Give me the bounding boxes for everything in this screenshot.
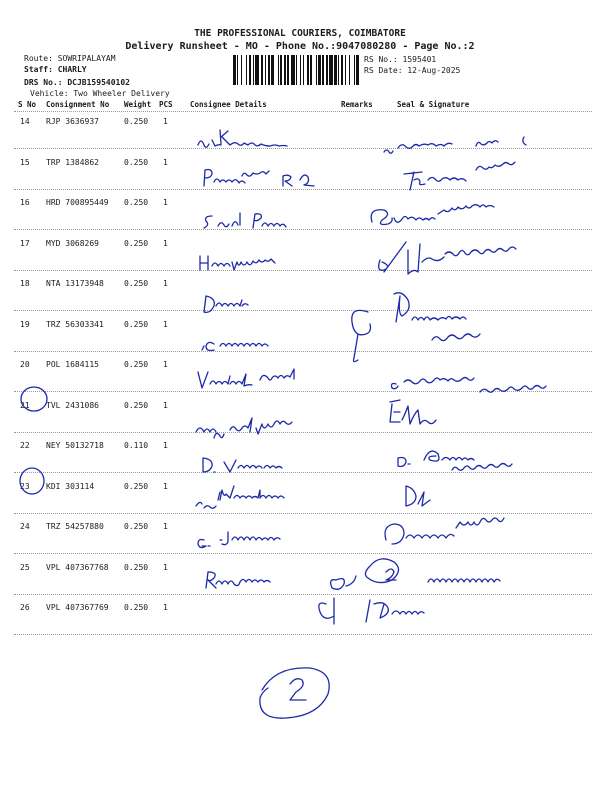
row-serial-number: 18 xyxy=(20,279,30,288)
row-pcs: 1 xyxy=(163,522,168,531)
row-pcs: 1 xyxy=(163,320,168,329)
row-weight: 0.250 xyxy=(124,158,149,167)
row-weight: 0.250 xyxy=(124,320,149,329)
seal-signature-row-15 xyxy=(404,162,515,190)
row-divider xyxy=(14,513,592,514)
row-divider xyxy=(14,391,592,392)
row-weight: 0.110 xyxy=(124,441,149,450)
seal-signature-row-21 xyxy=(390,400,436,424)
row-pcs: 1 xyxy=(163,360,168,369)
row-pcs: 1 xyxy=(163,563,168,572)
col-consignment: Consignment No xyxy=(46,100,110,109)
row-weight: 0.250 xyxy=(124,482,149,491)
consignee-signature-row-14 xyxy=(198,130,287,147)
row-consignment-number: NEY 50132718 xyxy=(46,441,104,450)
row-weight: 0.250 xyxy=(124,603,149,612)
row-consignment-number: MYD 3068269 xyxy=(46,239,99,248)
row-serial-number: 14 xyxy=(20,117,30,126)
row-weight: 0.250 xyxy=(124,117,149,126)
row-consignment-number: RJP 3636937 xyxy=(46,117,99,126)
consignee-signature-row-22 xyxy=(203,458,282,472)
row-serial-number: 25 xyxy=(20,563,30,572)
row-serial-number: 15 xyxy=(20,158,30,167)
staff-label: Staff: CHARLY xyxy=(24,65,87,74)
row-serial-number: 17 xyxy=(20,239,30,248)
rs-date: RS Date: 12-Aug-2025 xyxy=(364,66,461,75)
row-weight: 0.250 xyxy=(124,239,149,248)
row-weight: 0.250 xyxy=(124,522,149,531)
row-serial-number: 21 xyxy=(20,401,30,410)
row-consignment-number: TRP 1384862 xyxy=(46,158,99,167)
seal-signature-row-25-stamp xyxy=(331,559,500,590)
row-divider xyxy=(14,148,592,149)
col-seal-signature: Seal & Signature xyxy=(397,100,470,109)
seal-signature-row-26 xyxy=(319,598,424,624)
row-divider xyxy=(14,189,592,190)
consignee-signature-row-19 xyxy=(202,342,268,350)
row-weight: 0.250 xyxy=(124,401,149,410)
col-consignee: Consignee Details xyxy=(190,100,267,109)
row-divider xyxy=(14,351,592,352)
runsheet-subtitle: Delivery Runsheet - MO - Phone No.:9047080280 - Page No.:2 xyxy=(125,41,475,52)
row-serial-number: 16 xyxy=(20,198,30,207)
circled-number-mark xyxy=(260,668,329,718)
col-sno: S No xyxy=(18,100,37,109)
row-pcs: 1 xyxy=(163,239,168,248)
row-consignment-number: TRZ 56303341 xyxy=(46,320,104,329)
seal-signature-row-16 xyxy=(371,205,494,225)
row-divider xyxy=(14,229,592,230)
row-consignment-number: HRD 700895449 xyxy=(46,198,109,207)
seal-signature-row-22 xyxy=(398,451,512,470)
row-divider xyxy=(14,594,592,595)
barcode xyxy=(233,55,359,85)
col-pcs: PCS xyxy=(159,100,173,109)
row-divider xyxy=(14,432,592,433)
row-divider xyxy=(14,270,592,271)
row-consignment-number: TRZ 54257880 xyxy=(46,522,104,531)
row-consignment-number: TVL 2431086 xyxy=(46,401,99,410)
seal-signature-row-23 xyxy=(406,486,430,506)
row-pcs: 1 xyxy=(163,117,168,126)
drs-number: DRS No.: DCJB159540102 xyxy=(24,78,130,87)
row-serial-number: 22 xyxy=(20,441,30,450)
row-weight: 0.250 xyxy=(124,563,149,572)
row-divider xyxy=(14,472,592,473)
row-serial-number: 26 xyxy=(20,603,30,612)
company-title: THE PROFESSIONAL COURIERS, COIMBATORE xyxy=(194,28,406,39)
consignee-signature-row-23 xyxy=(196,486,284,508)
row-consignment-number: POL 1684115 xyxy=(46,360,99,369)
vehicle-label: Vehicle: Two Wheeler Delivery xyxy=(30,89,170,98)
row-serial-number: 20 xyxy=(20,360,30,369)
seal-signature-row-14 xyxy=(384,137,526,153)
row-weight: 0.250 xyxy=(124,279,149,288)
consignee-signature-row-15 xyxy=(204,170,314,187)
row-pcs: 1 xyxy=(163,401,168,410)
row-divider xyxy=(14,553,592,554)
row-pcs: 1 xyxy=(163,279,168,288)
row-weight: 0.250 xyxy=(124,360,149,369)
consignee-signature-row-21 xyxy=(196,418,292,438)
row-consignment-number: NTA 13173948 xyxy=(46,279,104,288)
row-serial-number: 19 xyxy=(20,320,30,329)
row-consignment-number: KDI 303114 xyxy=(46,482,95,491)
row-serial-number: 24 xyxy=(20,522,30,531)
col-remarks: Remarks xyxy=(341,100,373,109)
row-consignment-number: VPL 407367768 xyxy=(46,563,109,572)
row-divider xyxy=(14,634,592,635)
row-divider xyxy=(14,310,592,311)
route-label: Route: SOWRIPALAYAM xyxy=(24,54,116,63)
row-consignment-number: VPL 407367769 xyxy=(46,603,109,612)
seal-signature-row-24 xyxy=(385,518,504,544)
consignee-signature-row-25 xyxy=(206,572,270,588)
consignee-signature-row-20 xyxy=(198,369,294,388)
row-pcs: 1 xyxy=(163,158,168,167)
row-weight: 0.250 xyxy=(124,198,149,207)
consignee-signature-row-16 xyxy=(204,213,286,228)
row-pcs: 1 xyxy=(163,198,168,207)
row-pcs: 1 xyxy=(163,603,168,612)
row-pcs: 1 xyxy=(163,441,168,450)
consignee-signature-row-24 xyxy=(198,532,280,548)
consignee-signature-row-17 xyxy=(200,256,275,270)
header-divider xyxy=(14,111,592,112)
rs-number: RS No.: 1595401 xyxy=(364,55,437,64)
row-pcs: 1 xyxy=(163,482,168,491)
col-weight: Weight xyxy=(124,100,152,109)
row-serial-number: 23 xyxy=(20,482,30,491)
